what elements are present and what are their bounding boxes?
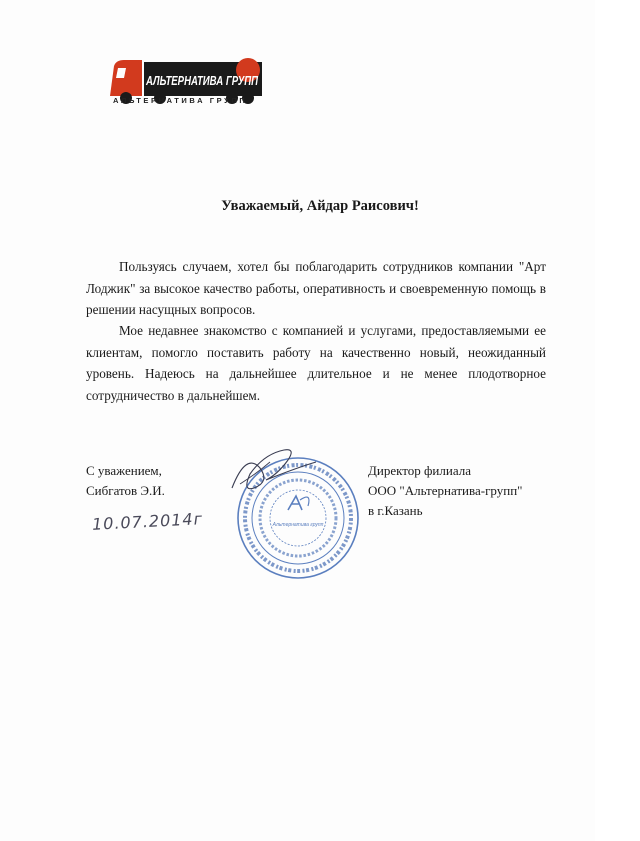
- signer-title-line-1: Директор филиала: [368, 463, 471, 478]
- signer-title-block: [368, 461, 522, 521]
- closing-phrase: С уважением,: [86, 463, 162, 478]
- signature-block: [86, 461, 165, 501]
- stamp-text: Альтернатива групп: [272, 522, 324, 528]
- signer-title-line-2: ООО "Альтернатива-групп": [368, 483, 523, 498]
- signer-title-line-3: в г.Казань: [368, 503, 423, 518]
- company-stamp: [226, 444, 366, 584]
- handwritten-date: 10.07.2014г: [91, 509, 204, 534]
- letter-greeting: Уважаемый, Айдар Раисович!: [221, 198, 419, 214]
- logo-text: АЛЬТЕРНАТИВА ГРУПП: [145, 73, 259, 88]
- logo-subtitle: АЛЬТЕРНАТИВА ГРУПП: [113, 96, 248, 105]
- letter-paragraph-2: Мое недавнее знакомство с компанией и услугами, предоставляемыми ее клиентам, помогло поставить работу на качественно новый, неожиданный уровень. Надеюсь на дальнейшее длительное и не менее плодотворное сотрудничество в дальнейшем.: [86, 323, 546, 403]
- letter-paragraph-1: Пользуясь случаем, хотел бы поблагодарить сотрудников компании "Арт Лоджик" за высокое качество работы, оперативность и своевременную помощь в решении насущных вопросов.: [86, 259, 546, 317]
- company-logo: [96, 52, 272, 116]
- signer-name: Сибгатов Э.И.: [86, 483, 165, 498]
